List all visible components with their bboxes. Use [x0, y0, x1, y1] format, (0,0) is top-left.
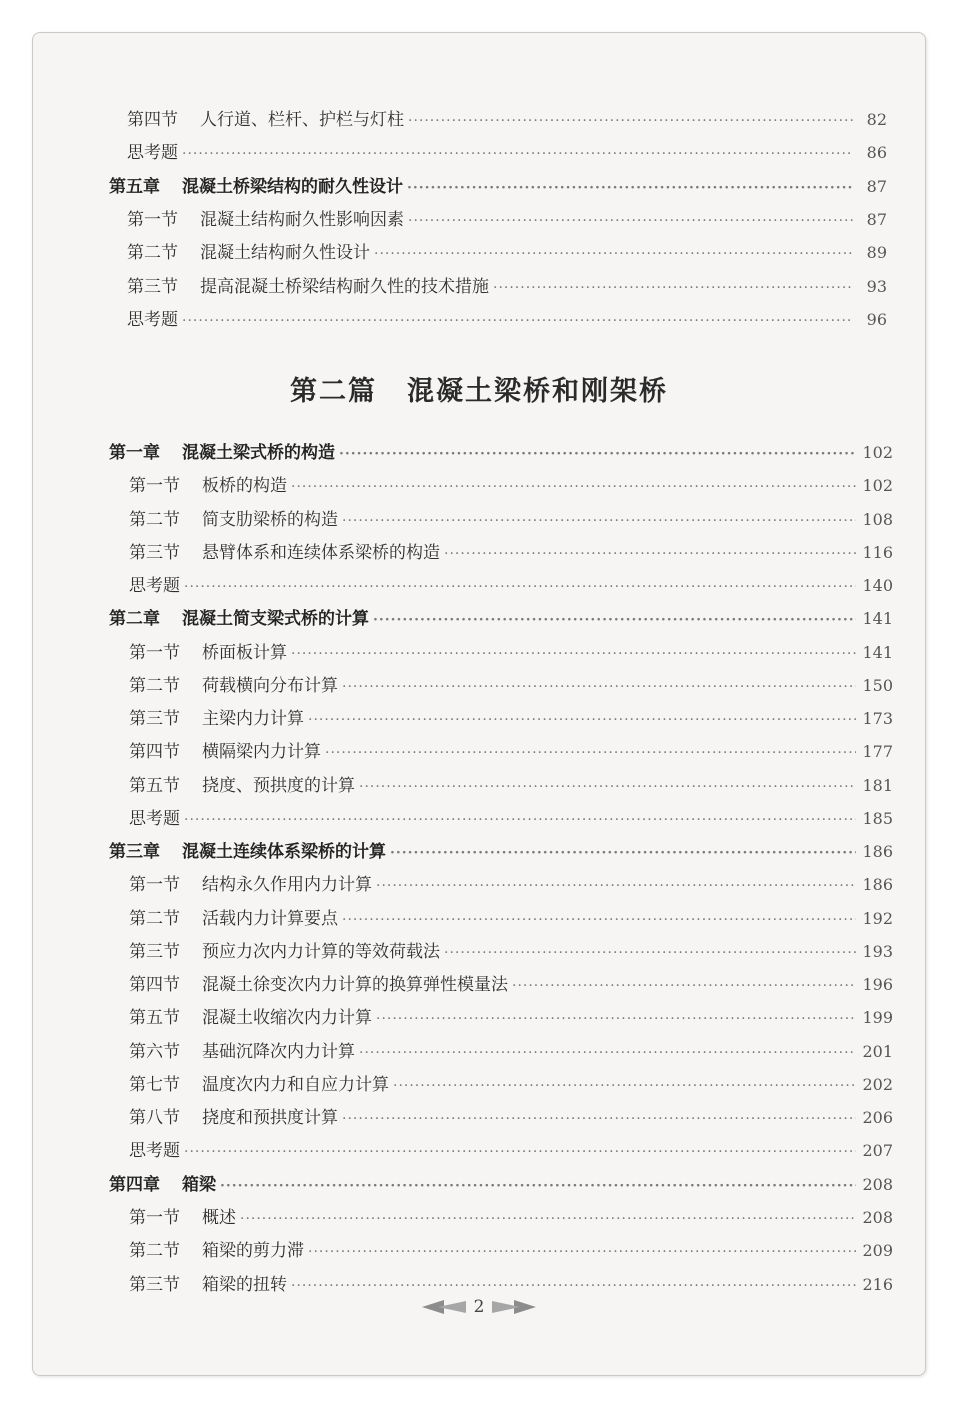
toc-dot-leader — [342, 510, 856, 532]
toc-dot-leader — [390, 842, 856, 864]
toc-entry-title: 箱梁的剪力滞 — [202, 1241, 304, 1262]
toc-entry-label: 第五节 — [129, 775, 180, 796]
toc-entry-page: 186 — [862, 875, 893, 895]
toc-entry-title: 混凝土桥梁结构的耐久性设计 — [182, 176, 403, 197]
toc-entry-page: 209 — [862, 1241, 893, 1261]
toc-entry-page: 141 — [862, 642, 893, 662]
toc-dot-leader — [291, 1275, 856, 1297]
toc-entry-page: 181 — [862, 775, 893, 795]
toc-entry-title: 箱梁 — [182, 1174, 216, 1195]
toc-entry-label: 第一章 — [109, 443, 160, 463]
part-name: 混凝土梁桥和刚架桥 — [407, 376, 668, 407]
toc-dot-leader — [408, 210, 853, 232]
toc-dot-leader — [342, 1108, 856, 1130]
toc-entry-title: 混凝土结构耐久性影响因素 — [200, 209, 404, 230]
toc-dot-leader — [291, 643, 856, 665]
toc-chapter-row — [109, 608, 893, 631]
toc-section-row — [129, 708, 893, 731]
toc-section-row — [127, 276, 887, 299]
toc-section-row — [129, 808, 893, 831]
toc-entry-title: 荷载横向分布计算 — [202, 675, 338, 696]
toc-section-row — [127, 142, 887, 165]
toc-section-row — [129, 475, 893, 498]
toc-entry-title: 混凝土徐变次内力计算的换算弹性模量法 — [202, 975, 508, 996]
toc-entry-page: 201 — [862, 1041, 893, 1061]
toc-dot-leader — [393, 1075, 856, 1097]
toc-dot-leader — [184, 1141, 856, 1163]
toc-entry-label: 第二节 — [127, 243, 178, 264]
toc-entry-page: 89 — [866, 243, 887, 263]
toc-dot-leader — [512, 975, 856, 997]
toc-entry-page: 141 — [862, 609, 893, 629]
toc-entry-page: 185 — [862, 808, 893, 828]
toc-section-row — [127, 309, 887, 332]
toc-entry-page: 177 — [862, 742, 893, 762]
toc-dot-leader — [240, 1208, 856, 1230]
toc-dot-leader — [342, 676, 856, 698]
toc-dot-leader — [308, 709, 856, 731]
toc-entry-label: 第一节 — [129, 1207, 180, 1228]
toc-dot-leader — [184, 576, 856, 598]
toc-entry-title: 混凝土连续体系梁桥的计算 — [182, 842, 386, 863]
toc-entry-title: 混凝土收缩次内力计算 — [202, 1008, 372, 1029]
toc-entry-title: 挠度、预拱度的计算 — [202, 775, 355, 796]
part-label: 第二篇 — [290, 376, 377, 407]
toc-entry-label: 第三节 — [129, 709, 180, 730]
toc-dot-leader — [342, 909, 856, 931]
toc-entry-label: 第二章 — [109, 609, 160, 630]
toc-entry-page: 216 — [862, 1274, 893, 1294]
toc-entry-title: 概述 — [202, 1207, 236, 1228]
toc-entry-title: 结构永久作用内力计算 — [202, 875, 372, 896]
toc-chapter-row — [109, 841, 893, 864]
toc-section-row — [129, 1140, 893, 1163]
toc-section-row — [129, 675, 893, 698]
toc-entry-page: 87 — [866, 176, 887, 196]
toc-entry-label: 第三节 — [129, 542, 180, 563]
toc-entry-page: 102 — [862, 476, 893, 496]
toc-section-row — [129, 509, 893, 532]
toc-dot-leader — [339, 443, 856, 465]
page-number: 2 — [473, 1297, 485, 1317]
toc-entry-page: 193 — [862, 941, 893, 961]
toc-entry-title: 箱梁的扭转 — [202, 1274, 287, 1295]
part-title — [33, 369, 925, 408]
toc-entry-page: 207 — [862, 1141, 893, 1161]
toc-entry-label: 第七节 — [129, 1074, 180, 1095]
toc-entry-label: 思考题 — [127, 309, 178, 330]
toc-entry-page: 208 — [862, 1174, 893, 1194]
toc-entry-title: 桥面板计算 — [202, 642, 287, 663]
toc-entry-page: 86 — [866, 143, 887, 163]
toc-entry-page: 150 — [862, 675, 893, 695]
toc-entry-label: 第四节 — [129, 975, 180, 996]
toc-section-row — [127, 109, 887, 132]
toc-section-row — [127, 242, 887, 265]
toc-entry-page: 208 — [862, 1207, 893, 1227]
toc-entry-label: 第八节 — [129, 1108, 180, 1129]
toc-entry-label: 第四节 — [127, 110, 178, 130]
toc-dot-leader — [325, 742, 856, 764]
toc-section-row — [129, 1107, 893, 1130]
toc-dot-leader — [359, 776, 856, 798]
toc-entry-label: 第三节 — [129, 1274, 180, 1295]
toc-entry-title: 温度次内力和自应力计算 — [202, 1074, 389, 1095]
toc-dot-leader — [374, 243, 853, 265]
toc-dot-leader — [220, 1175, 856, 1197]
next-arrow-icon — [490, 1299, 536, 1315]
toc-dot-leader — [407, 177, 853, 199]
toc-section-row — [129, 908, 893, 931]
toc-dot-leader — [444, 543, 856, 565]
toc-entry-title: 横隔梁内力计算 — [202, 742, 321, 763]
toc-entry-title: 人行道、栏杆、护栏与灯柱 — [200, 110, 404, 130]
toc-section-row — [129, 1074, 893, 1097]
toc-section-row — [129, 1274, 893, 1297]
toc-entry-title: 混凝土简支梁式桥的计算 — [182, 609, 369, 630]
toc-entry-label: 第二节 — [129, 908, 180, 929]
toc-entry-page: 102 — [862, 443, 893, 462]
toc-entry-page: 96 — [866, 309, 887, 329]
toc-entry-label: 第三节 — [127, 276, 178, 297]
toc-entry-title: 混凝土梁式桥的构造 — [182, 443, 335, 463]
toc-entry-label: 第二节 — [129, 675, 180, 696]
toc-entry-label: 第一节 — [127, 209, 178, 230]
toc-dot-leader — [444, 942, 856, 964]
toc-entry-page: 199 — [862, 1008, 893, 1028]
toc-dot-leader — [182, 310, 853, 332]
toc-entry-title: 主梁内力计算 — [202, 709, 304, 730]
toc-entry-title: 混凝土结构耐久性设计 — [200, 243, 370, 264]
toc-chapter-row — [109, 176, 887, 199]
prev-arrow-icon — [422, 1299, 468, 1315]
toc-entry-page: 186 — [862, 842, 893, 862]
toc-section-row — [129, 874, 893, 897]
toc-page — [32, 32, 926, 1376]
toc-dot-leader — [376, 1008, 856, 1030]
toc-section-row — [129, 1041, 893, 1064]
toc-entry-label: 思考题 — [127, 143, 178, 164]
toc-entry-title: 提高混凝土桥梁结构耐久性的技术措施 — [200, 276, 489, 297]
toc-entry-label: 第二节 — [129, 1241, 180, 1262]
toc-section-row — [129, 1007, 893, 1030]
toc-entry-label: 思考题 — [129, 808, 180, 829]
toc-dot-leader — [308, 1241, 856, 1263]
toc-dot-leader — [182, 143, 853, 165]
toc-entry-page: 82 — [866, 110, 887, 129]
toc-entry-label: 第三节 — [129, 941, 180, 962]
toc-entry-label: 第五章 — [109, 176, 160, 197]
toc-section-row — [129, 1207, 893, 1230]
toc-entry-label: 第一节 — [129, 642, 180, 663]
page-footer — [33, 1297, 925, 1317]
toc-entry-page: 173 — [862, 709, 893, 729]
toc-entry-label: 思考题 — [129, 1141, 180, 1162]
toc-section-row — [129, 542, 893, 565]
toc-dot-leader — [359, 1042, 856, 1064]
toc-dot-leader — [376, 875, 856, 897]
toc-section-row — [129, 941, 893, 964]
toc-section-row — [129, 1240, 893, 1263]
toc-entry-page: 108 — [862, 509, 893, 529]
toc-entry-page: 206 — [862, 1108, 893, 1128]
toc-entry-label: 第一节 — [129, 875, 180, 896]
toc-entry-page: 196 — [862, 975, 893, 995]
toc-entry-title: 活载内力计算要点 — [202, 908, 338, 929]
toc-dot-leader — [373, 609, 856, 631]
toc-entry-title: 悬臂体系和连续体系梁桥的构造 — [202, 542, 440, 563]
table-of-contents — [33, 33, 925, 1375]
toc-entry-label: 第二节 — [129, 509, 180, 530]
toc-entry-title: 简支肋梁桥的构造 — [202, 509, 338, 530]
toc-section-row — [127, 209, 887, 232]
toc-entry-label: 第一节 — [129, 476, 180, 497]
toc-entry-page: 93 — [866, 276, 887, 296]
toc-entry-page: 116 — [862, 542, 893, 562]
toc-dot-leader — [493, 277, 853, 299]
toc-entry-label: 第三章 — [109, 842, 160, 863]
toc-section-row — [129, 575, 893, 598]
toc-entry-label: 第五节 — [129, 1008, 180, 1029]
toc-entry-label: 思考题 — [129, 576, 180, 597]
toc-entry-title: 板桥的构造 — [202, 476, 287, 497]
toc-entry-title: 基础沉降次内力计算 — [202, 1041, 355, 1062]
toc-entry-title: 挠度和预拱度计算 — [202, 1108, 338, 1129]
toc-dot-leader — [291, 476, 856, 498]
toc-entry-page: 192 — [862, 908, 893, 928]
toc-entry-page: 87 — [866, 209, 887, 229]
toc-entry-label: 第四章 — [109, 1174, 160, 1195]
toc-section-row — [129, 775, 893, 798]
toc-entry-title: 预应力次内力计算的等效荷载法 — [202, 941, 440, 962]
toc-dot-leader — [184, 809, 856, 831]
toc-section-row — [129, 642, 893, 665]
toc-entry-page: 202 — [862, 1074, 893, 1094]
toc-section-row — [129, 974, 893, 997]
toc-chapter-row — [109, 1174, 893, 1197]
toc-entry-label: 第四节 — [129, 742, 180, 763]
toc-entry-page: 140 — [862, 576, 893, 596]
toc-section-row — [129, 741, 893, 764]
toc-chapter-row — [109, 442, 893, 465]
toc-dot-leader — [408, 110, 853, 132]
toc-entry-label: 第六节 — [129, 1041, 180, 1062]
